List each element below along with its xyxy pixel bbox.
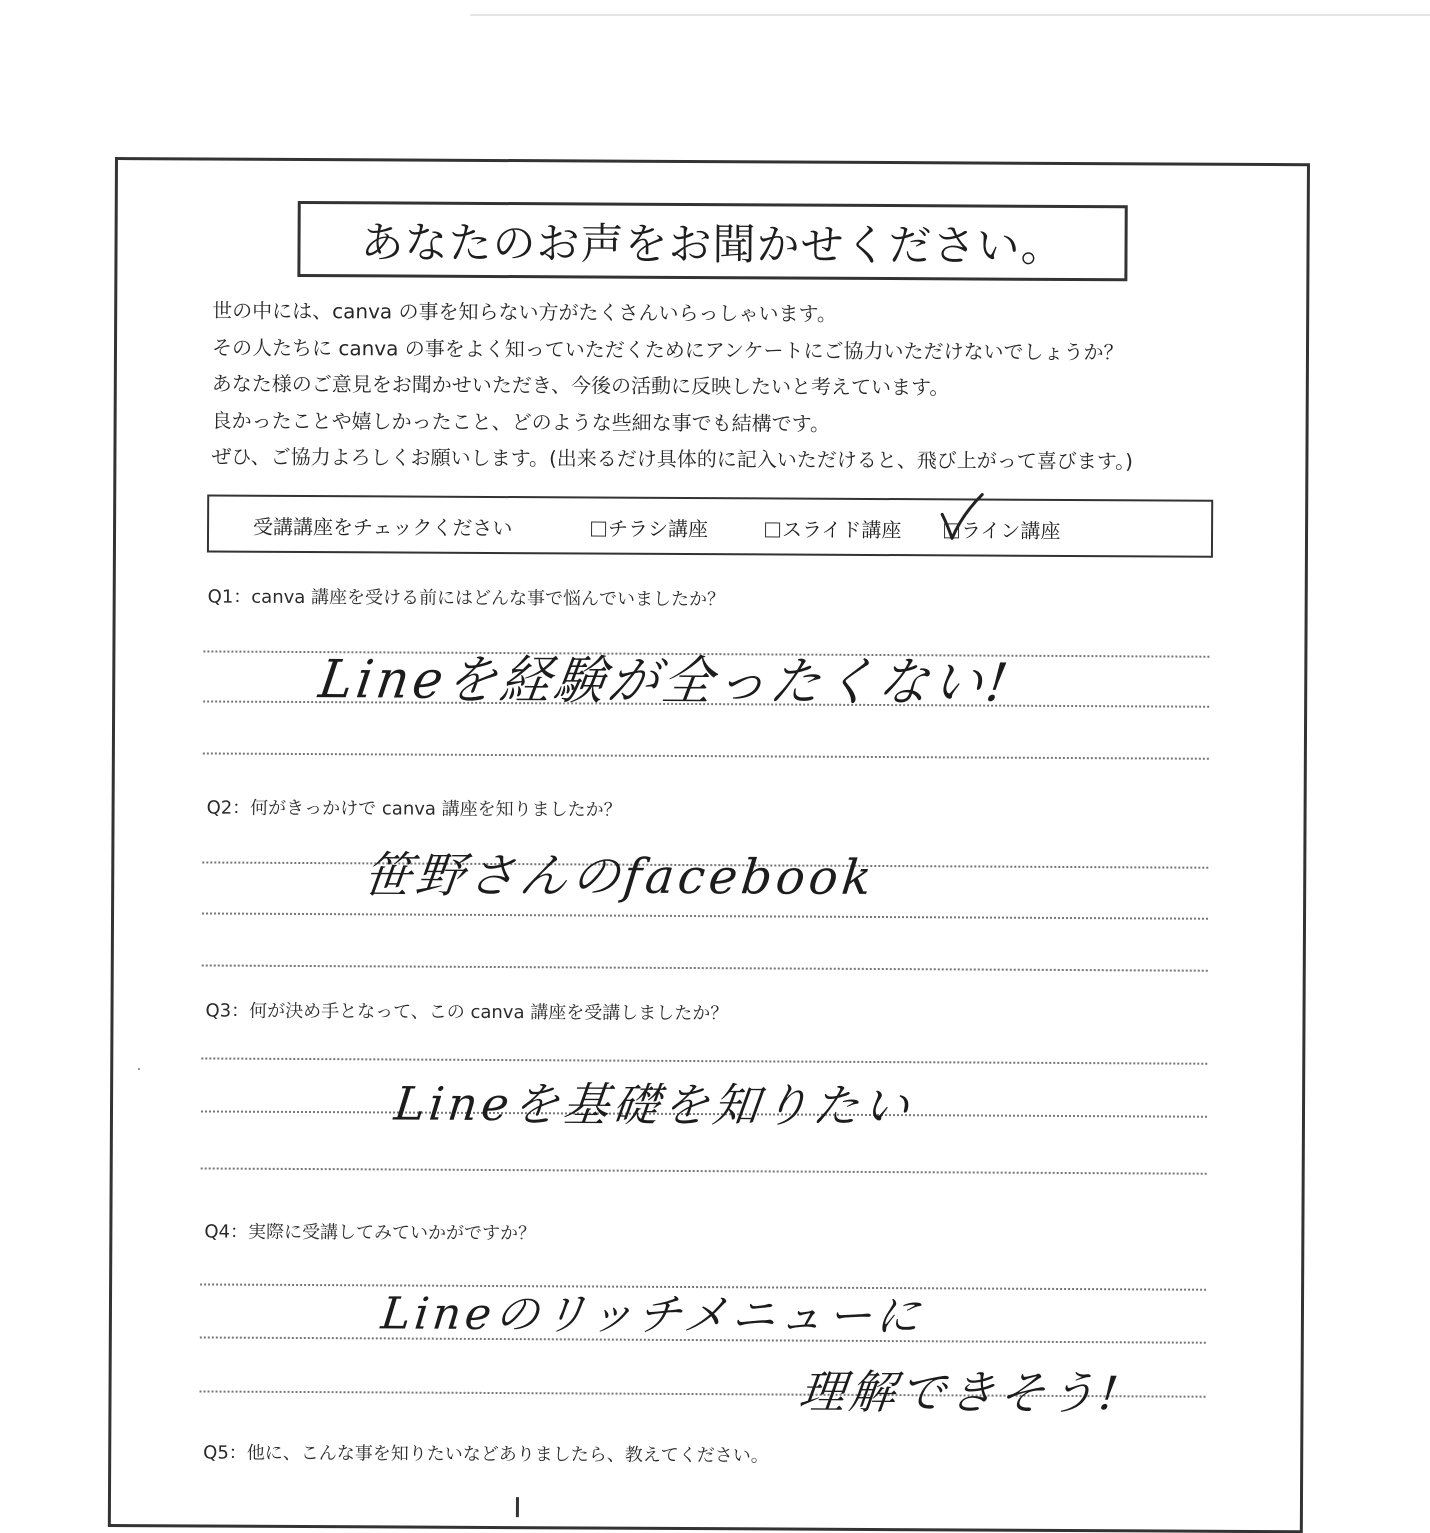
answer-line bbox=[203, 752, 1209, 759]
question-3-answer: Lineを基礎を知りたい bbox=[391, 1076, 916, 1134]
course-check-box bbox=[207, 494, 1213, 557]
answer-line bbox=[202, 912, 1208, 919]
title-box bbox=[297, 201, 1127, 281]
course-option-slide[interactable] bbox=[765, 513, 902, 543]
answer-line bbox=[201, 1057, 1207, 1064]
question-1-answer: Lineを経験が全ったくない! bbox=[315, 648, 1016, 714]
question-4-answer-line-1: Lineのリッチメニューに bbox=[378, 1288, 927, 1343]
scan-edge-line bbox=[470, 14, 1430, 16]
course-option-label: チラシ講座 bbox=[607, 516, 709, 542]
course-option-label: スライド講座 bbox=[781, 517, 902, 543]
page-title: あなたのお声をお聞かせください。 bbox=[360, 217, 1065, 272]
question-4-label: Q4：実際に受講してみていかがですか？ bbox=[204, 1221, 537, 1245]
question-2-answer: 笹野さんのfacebook bbox=[360, 847, 879, 906]
intro-text bbox=[211, 293, 1292, 481]
question-5-label: Q5：他に、こんな事を知りたいなどありましたら、教えてください。 bbox=[203, 1442, 769, 1467]
pen-mark bbox=[516, 1497, 519, 1517]
course-option-label: ライン講座 bbox=[960, 518, 1061, 543]
question-3-label: Q3：何が決め手となって、この canva 講座を受講しましたか？ bbox=[205, 1000, 729, 1025]
answer-line bbox=[202, 964, 1208, 971]
course-option-flyer[interactable] bbox=[591, 512, 708, 542]
intro-line: あなた様のご意見をお聞かせいただき、今後の活動に反映したいと考えています。 bbox=[211, 371, 950, 400]
survey-sheet bbox=[108, 157, 1310, 1533]
question-4-answer-line-2: 理解できそう! bbox=[796, 1364, 1125, 1421]
intro-line: 良かったことや嬉しかったこと、どのような些細な事でも結構です。 bbox=[211, 408, 831, 436]
question-1-label: Q1：canva 講座を受ける前にはどんな事で悩んでいましたか？ bbox=[207, 586, 726, 611]
question-2-label: Q2：何がきっかけで canva 講座を知りましたか？ bbox=[206, 797, 622, 821]
intro-line: その人たちに canva の事をよく知っていただくためにアンケートにご協力いただけないでしょうか？ bbox=[211, 335, 1124, 364]
handwritten-check-icon bbox=[938, 492, 986, 542]
answer-line bbox=[201, 1167, 1207, 1174]
checkbox-icon[interactable] bbox=[591, 521, 606, 536]
intro-line: ぜひ、ご協力よろしくお願いします。(出来るだけ具体的に記入いただけると、飛び上がって喜びます。) bbox=[211, 444, 1134, 474]
intro-line: 世の中には、canva の事を知らない方がたくさんいらっしゃいます。 bbox=[212, 298, 838, 326]
checkbox-icon[interactable] bbox=[765, 522, 780, 537]
course-check-label: 受講講座をチェックください bbox=[253, 514, 513, 541]
